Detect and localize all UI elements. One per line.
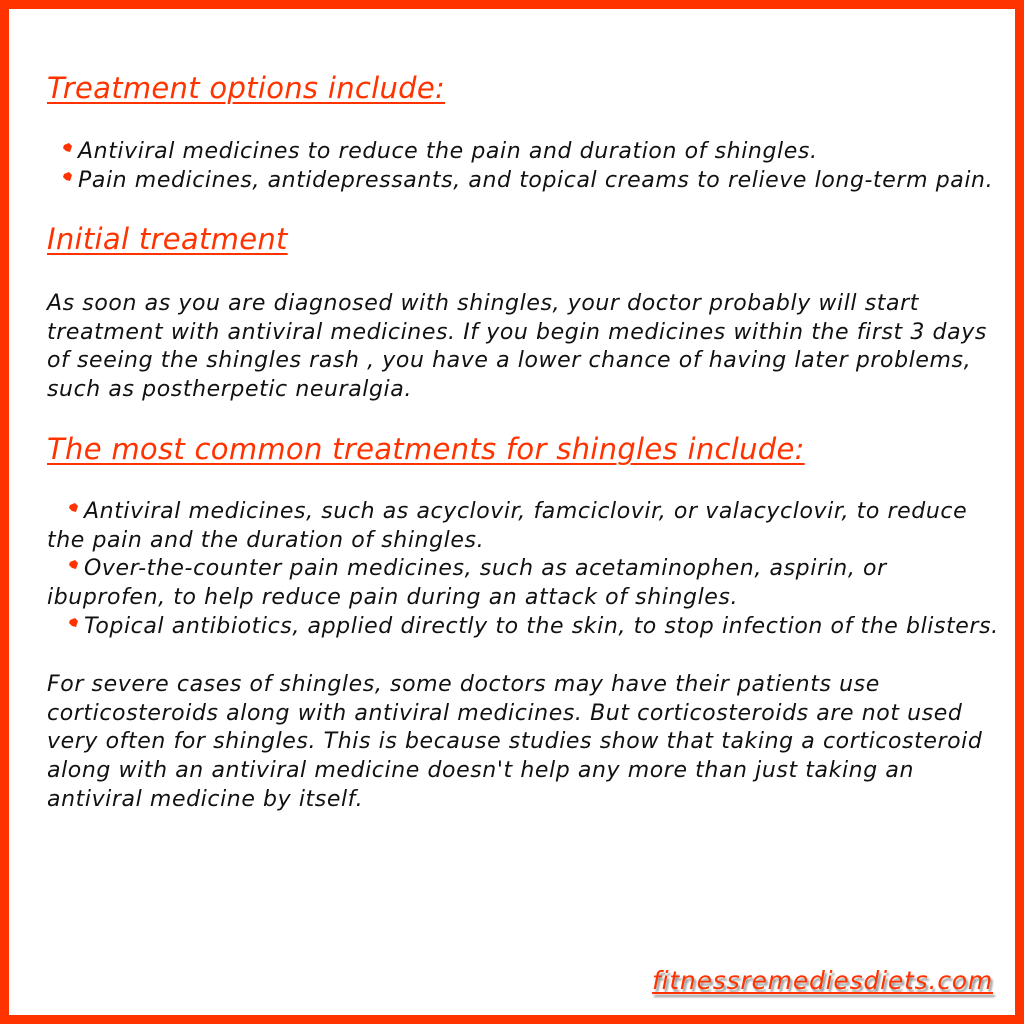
heading-initial-treatment: Initial treatment <box>47 222 288 256</box>
list-item-text: Antiviral medicines to reduce the pain and duration of shingles. <box>78 139 818 164</box>
paragraph-initial-treatment: As soon as you are diagnosed with shingles, your doctor probably will start treatment with antiviral medicines. If you begin medicines within the first 3 days of seeing the shingles rash , you have a lower chance of having later problems, such as postherpetic neuralgia. <box>47 291 987 403</box>
paragraph-corticosteroids: For severe cases of shingles, some doctors may have their patients use corticosteroids along with antiviral medicines. But corticosteroids are not used very often for shingles. This is because studies show that taking a corticosteroid along with an antiviral medicine doesn't help any more than just taking an antiviral medicine by itself. <box>47 672 983 812</box>
bullet-icon <box>63 172 73 182</box>
bullet-icon <box>69 503 79 513</box>
list-item-text: Topical antibiotics, applied directly to the skin, to stop infection of the blisters. <box>84 613 999 639</box>
list-item <box>47 498 1007 555</box>
heading-treatment-options: Treatment options include: <box>47 71 446 105</box>
bullet-icon <box>69 560 79 570</box>
list-item-text: Antiviral medicines, such as acyclovir, famciclovir, or valacyclovir, to reduce the pain and the duration of shingles. <box>47 499 968 553</box>
list-item-text: Pain medicines, antidepressants, and topical creams to relieve long-term pain. <box>78 167 994 193</box>
list-item-text: Over-the-counter pain medicines, such as acetaminophen, aspirin, or ibuprofen, to help reduce pain during an attack of shingles. <box>47 556 887 611</box>
treatment-options-list <box>63 138 1023 195</box>
list-item <box>47 613 1007 642</box>
list-item <box>63 167 1023 196</box>
bullet-icon <box>69 618 79 628</box>
site-watermark: fitnessremediesdiets.com <box>651 966 993 995</box>
bullet-icon <box>63 143 73 153</box>
list-item <box>63 138 1023 167</box>
common-treatments-list <box>47 498 1007 642</box>
list-item <box>47 555 1007 612</box>
heading-common-treatments: The most common treatments for shingles include: <box>47 432 805 466</box>
